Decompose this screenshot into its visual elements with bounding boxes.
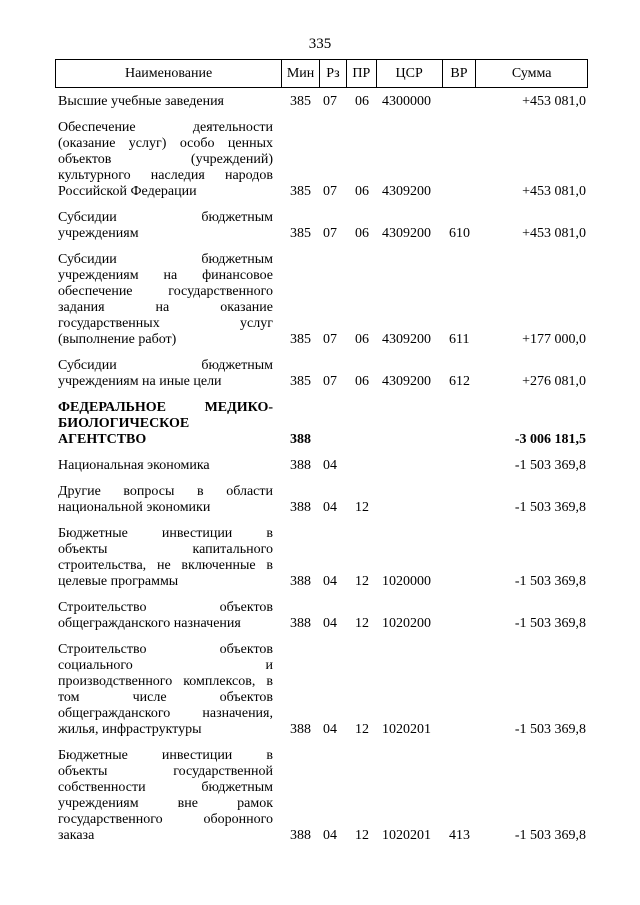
row-name-line: культурного наследия народов (58, 168, 273, 183)
table-row (55, 458, 588, 474)
cell-pr: 12 (355, 722, 369, 737)
cell-rz: 04 (323, 616, 337, 631)
row-name-line: общегражданского назначения, (58, 706, 273, 721)
cell-sum: -1 503 369,8 (514, 722, 586, 737)
table-row (55, 358, 588, 390)
cell-rz: 04 (323, 458, 337, 473)
header-csr: ЦСР (377, 60, 443, 87)
row-name-line: обеспечение государственного (58, 284, 273, 299)
cell-csr: 1020201 (382, 722, 431, 737)
cell-sum: -1 503 369,8 (514, 616, 586, 631)
cell-csr: 4309200 (382, 332, 431, 347)
cell-rz: 04 (323, 574, 337, 589)
row-name-line: национальной экономики (58, 500, 211, 515)
row-name-line: заказа (58, 828, 95, 843)
cell-sum: +276 081,0 (522, 374, 586, 389)
header-vr: ВР (443, 60, 477, 87)
row-name-line: учреждениям (58, 226, 139, 241)
header-pr: ПР (347, 60, 377, 87)
row-name-line: собственности бюджетным (58, 780, 273, 795)
cell-vr: 610 (449, 226, 470, 241)
table-row (55, 252, 588, 348)
cell-vr: 611 (449, 332, 470, 347)
cell-rz: 07 (323, 374, 337, 389)
row-name-line: том числе объектов (58, 690, 273, 705)
table-row (55, 484, 588, 516)
cell-pr: 12 (355, 500, 369, 515)
cell-rz: 07 (323, 94, 337, 109)
cell-min: 385 (290, 184, 311, 199)
table-row (55, 526, 588, 590)
table-row (55, 642, 588, 738)
cell-csr: 4309200 (382, 374, 431, 389)
row-name-line: Бюджетные инвестиции в (58, 526, 273, 541)
row-name-line: БИОЛОГИЧЕСКОЕ (58, 416, 190, 431)
cell-min: 385 (290, 226, 311, 241)
cell-min: 385 (290, 332, 311, 347)
row-name-line: Другие вопросы в области (58, 484, 273, 499)
row-name-line: объектов (учреждений) (58, 152, 273, 167)
header-rz: Рз (320, 60, 347, 87)
row-name-line: государственных услуг (58, 316, 273, 331)
cell-pr: 06 (355, 226, 369, 241)
cell-min: 385 (290, 374, 311, 389)
table-row (55, 210, 588, 242)
cell-pr: 12 (355, 574, 369, 589)
table-header (55, 59, 588, 88)
row-name-line: социального и (58, 658, 273, 673)
header-sum: Сумма (511, 65, 552, 81)
table-body (55, 94, 588, 854)
row-name-line: АГЕНТСТВО (58, 432, 147, 447)
cell-rz: 04 (323, 828, 337, 843)
row-name-line: целевые программы (58, 574, 179, 589)
cell-sum: -1 503 369,8 (514, 500, 586, 515)
page-number: 335 (308, 36, 332, 52)
cell-min: 388 (290, 432, 311, 447)
cell-pr: 06 (355, 94, 369, 109)
cell-csr: 1020201 (382, 828, 431, 843)
row-name-line: Строительство объектов (58, 600, 273, 615)
cell-rz: 07 (323, 332, 337, 347)
row-name-line: производственного комплексов, в (58, 674, 273, 689)
header-name: Наименование (56, 60, 282, 87)
row-name-line: Субсидии бюджетным (58, 252, 273, 267)
row-name-line: Российской Федерации (58, 184, 197, 199)
cell-min: 388 (290, 616, 311, 631)
table-row (55, 748, 588, 844)
table-row (55, 120, 588, 200)
cell-vr: 612 (449, 374, 470, 389)
cell-rz: 04 (323, 722, 337, 737)
row-name-line: (выполнение работ) (58, 332, 177, 347)
cell-sum: +177 000,0 (522, 332, 586, 347)
cell-sum: +453 081,0 (522, 94, 586, 109)
row-name-line: ФЕДЕРАЛЬНОЕ МЕДИКО- (58, 400, 273, 415)
cell-csr: 4309200 (382, 226, 431, 241)
row-name-line: Бюджетные инвестиции в (58, 748, 273, 763)
cell-min: 388 (290, 500, 311, 515)
cell-pr: 06 (355, 184, 369, 199)
row-name-line: Национальная экономика (58, 458, 210, 473)
cell-sum: +453 081,0 (522, 226, 586, 241)
row-name-line: объекты капитального (58, 542, 273, 557)
cell-sum: -1 503 369,8 (514, 458, 586, 473)
cell-pr: 12 (355, 616, 369, 631)
row-name-line: Субсидии бюджетным (58, 358, 273, 373)
cell-sum: -1 503 369,8 (514, 574, 586, 589)
row-name-line: объекты государственной (58, 764, 273, 779)
cell-csr: 1020200 (382, 616, 431, 631)
row-name-line: учреждениям вне рамок (58, 796, 273, 811)
cell-csr: 4300000 (382, 94, 431, 109)
cell-csr: 1020000 (382, 574, 431, 589)
row-name-line: строительства, не включенные в (58, 558, 273, 573)
cell-sum: +453 081,0 (522, 184, 586, 199)
cell-min: 385 (290, 94, 311, 109)
table-row (55, 600, 588, 632)
row-name-line: общегражданского назначения (58, 616, 241, 631)
cell-pr: 06 (355, 332, 369, 347)
row-name-line: Высшие учебные заведения (58, 94, 224, 109)
row-name-line: жилья, инфраструктуры (58, 722, 202, 737)
cell-pr: 06 (355, 374, 369, 389)
cell-sum: -3 006 181,5 (514, 432, 586, 447)
cell-vr: 413 (449, 828, 470, 843)
cell-rz: 04 (323, 500, 337, 515)
row-name-line: Субсидии бюджетным (58, 210, 273, 225)
row-name-line: Строительство объектов (58, 642, 273, 657)
header-min: Мин (282, 60, 320, 87)
row-name-line: задания на оказание (58, 300, 273, 315)
cell-csr: 4309200 (382, 184, 431, 199)
cell-min: 388 (290, 722, 311, 737)
row-name-line: Обеспечение деятельности (58, 120, 273, 135)
cell-rz: 07 (323, 184, 337, 199)
cell-min: 388 (290, 458, 311, 473)
table-row (55, 400, 588, 448)
cell-min: 388 (290, 574, 311, 589)
row-name-line: (оказание услуг) особо ценных (58, 136, 273, 151)
row-name-line: учреждениям на финансовое (58, 268, 273, 283)
row-name-line: государственного оборонного (58, 812, 273, 827)
cell-pr: 12 (355, 828, 369, 843)
cell-min: 388 (290, 828, 311, 843)
cell-sum: -1 503 369,8 (514, 828, 586, 843)
row-name-line: учреждениям на иные цели (58, 374, 222, 389)
cell-rz: 07 (323, 226, 337, 241)
table-row (55, 94, 588, 110)
